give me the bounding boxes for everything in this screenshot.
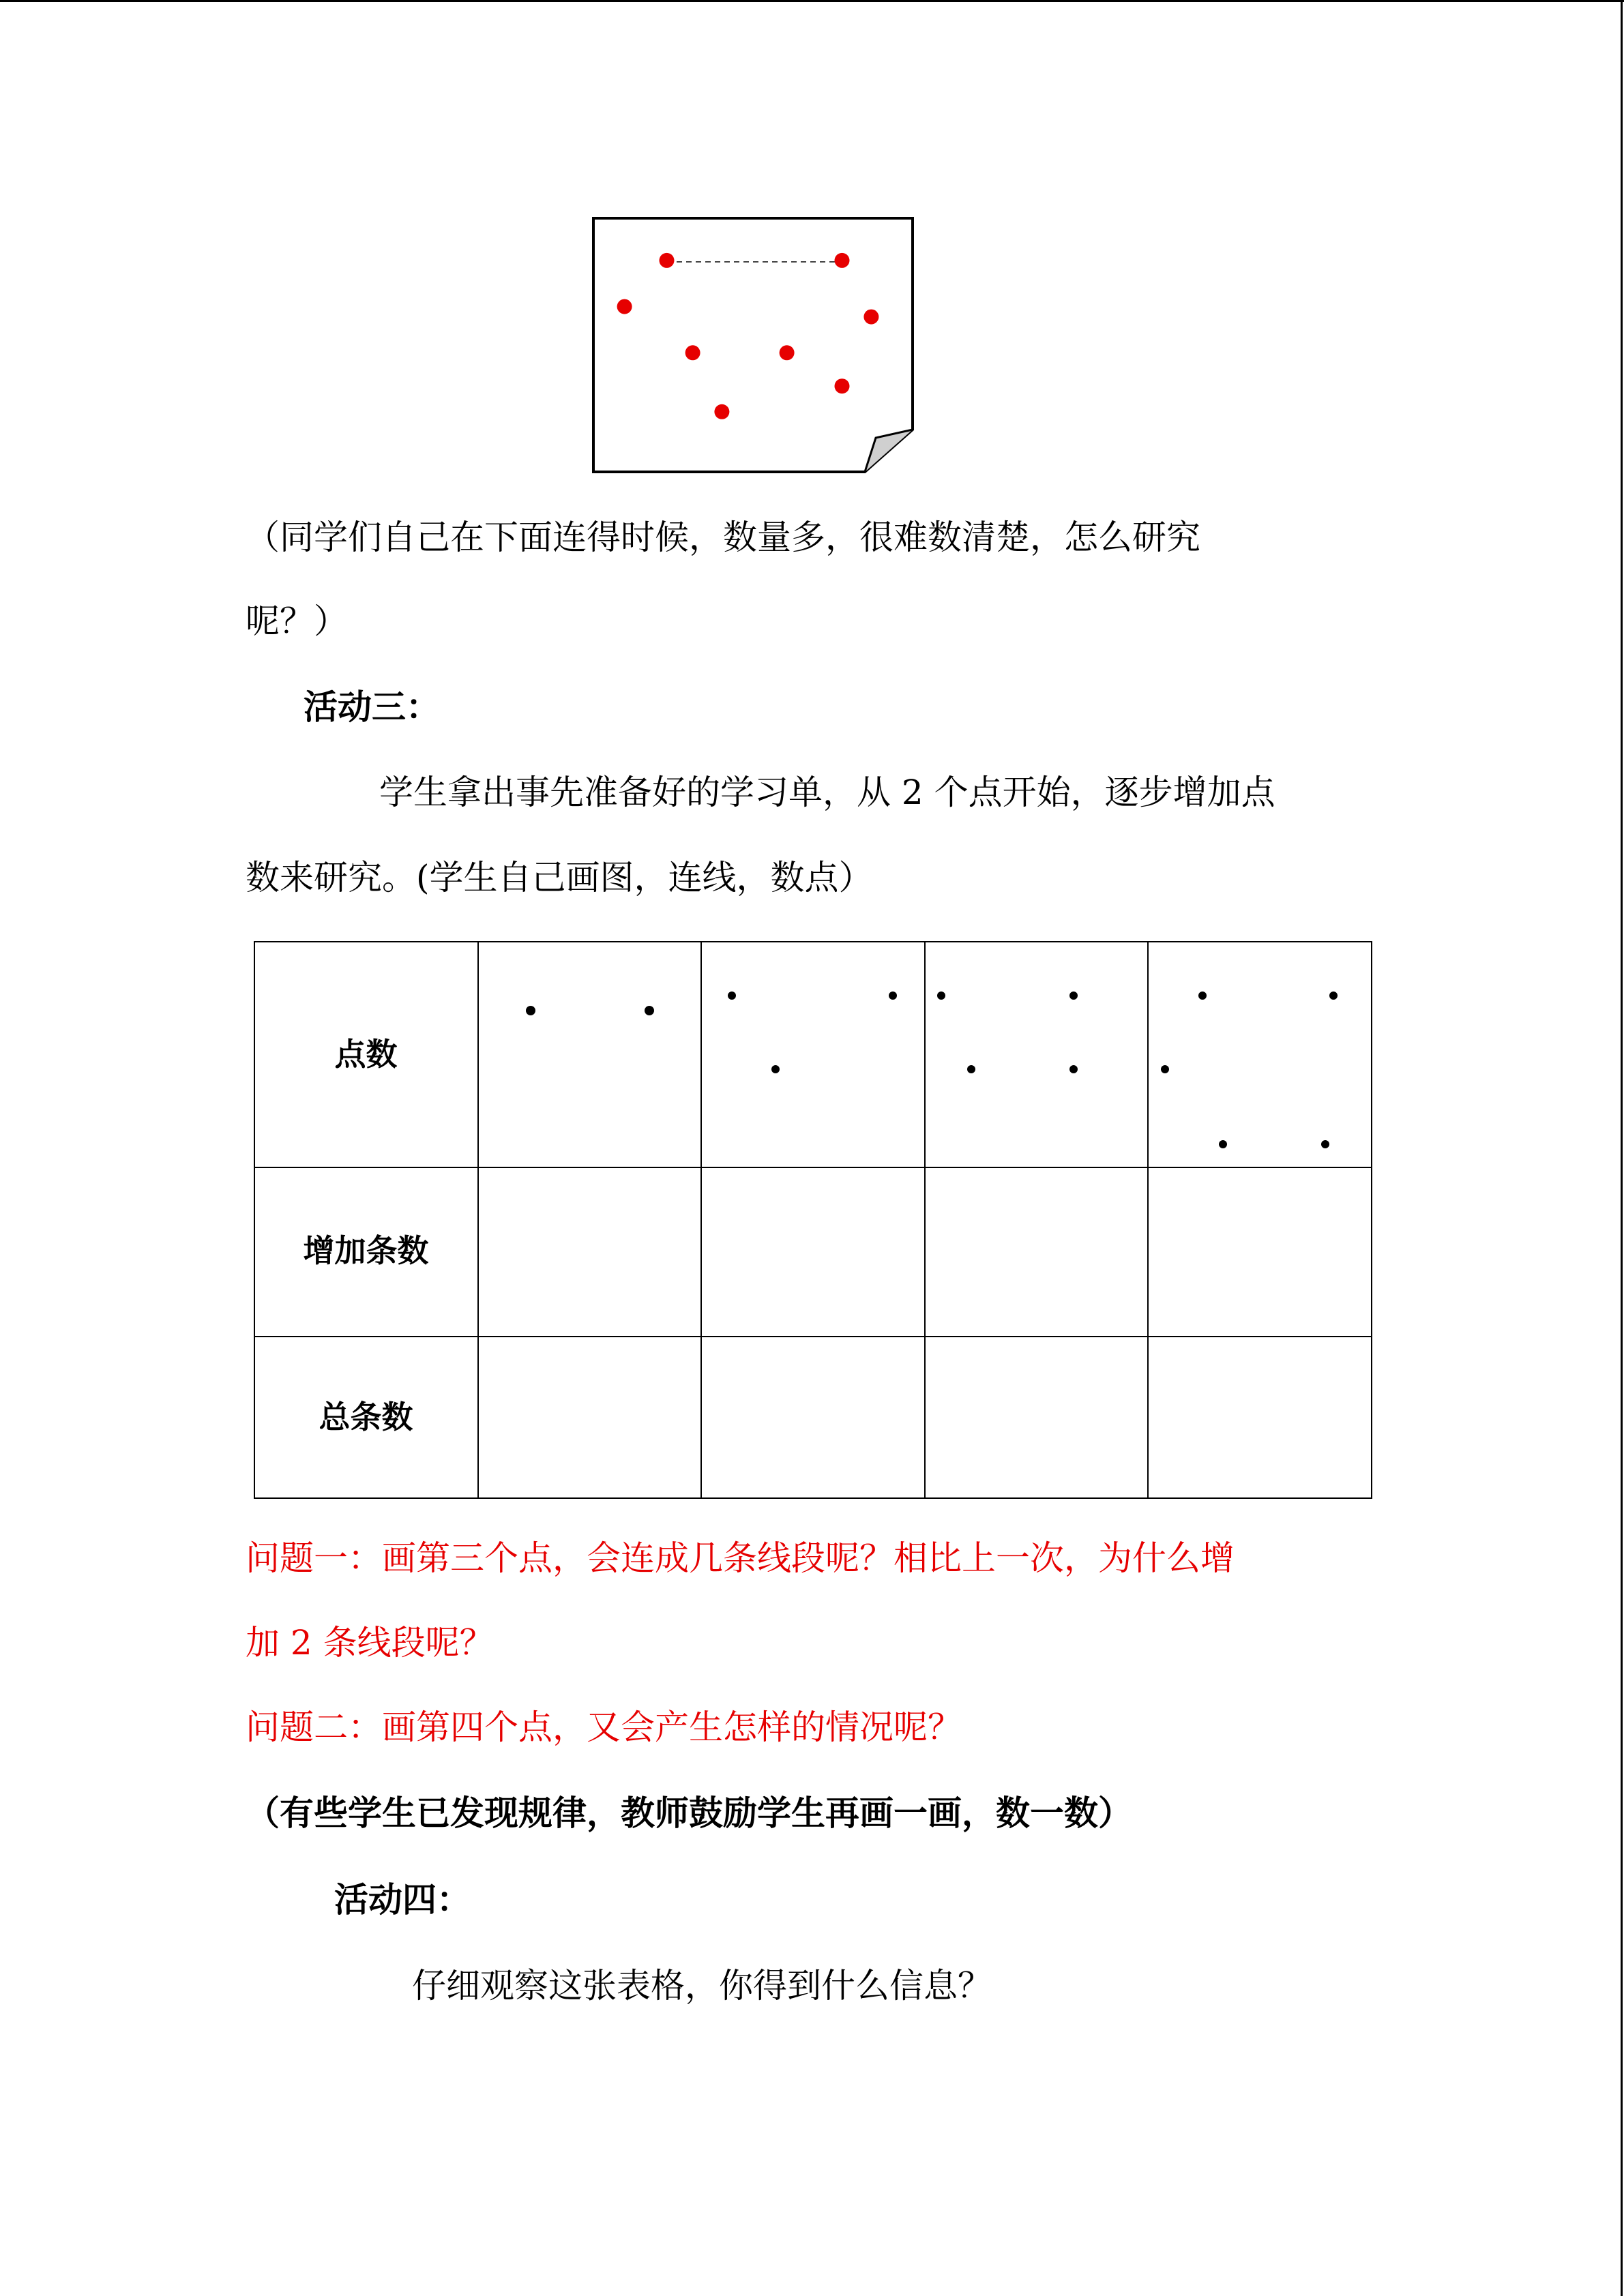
cell-2pt-dot-1 (526, 1006, 535, 1015)
cell-3pt-dot-2 (889, 992, 897, 1000)
teacher-note: （有些学生已发现规律，教师鼓励学生再画一画，数一数） (246, 1793, 1132, 1833)
cell-5pt-dot-3 (1161, 1065, 1169, 1073)
red-dot-1 (660, 253, 675, 268)
paragraph-2-line-1: 学生拿出事先准备好的学习单，从 2 个点开始，逐步增加点 (379, 773, 1275, 812)
page-top-border (0, 0, 1624, 2)
cell-2pt-dot-2 (645, 1006, 654, 1015)
question-1-line-2: 加 2 条线段呢？ (246, 1623, 494, 1663)
row-label-added-segments: 增加条数 (303, 1232, 429, 1269)
question-2: 问题二：画第四个点，又会产生怎样的情况呢？ (246, 1708, 962, 1747)
cell-3pt-dot-1 (728, 992, 736, 1000)
red-dot-4 (863, 310, 879, 325)
red-dot-6 (780, 345, 795, 360)
activity-3-title: 活动三： (304, 687, 440, 727)
cell-5pt-dot-5 (1321, 1140, 1329, 1148)
red-dot-2 (835, 253, 850, 268)
page-right-border (1621, 0, 1623, 2296)
note-paper (593, 218, 913, 472)
row-label-total-segments: 总条数 (319, 1399, 413, 1435)
worksheet-table (254, 941, 1372, 1499)
paragraph-2-line-2: 数来研究。(学生自己画图，连线，数点） (246, 858, 873, 897)
paragraph-3: 仔细观察这张表格，你得到什么信息？ (412, 1966, 992, 2006)
cell-5pt-dot-1 (1198, 992, 1207, 1000)
red-dot-5 (685, 345, 700, 360)
question-1-line-1: 问题一：画第三个点，会连成几条线段呢？相比上一次，为什么增 (246, 1538, 1235, 1578)
cell-5pt-dot-4 (1219, 1140, 1227, 1148)
paragraph-1-line-2: 呢？） (246, 601, 348, 641)
cell-4pt-dot-1 (937, 992, 945, 1000)
dots-figure (592, 217, 917, 473)
cell-4pt-dot-3 (967, 1065, 975, 1073)
red-dot-7 (835, 378, 850, 393)
red-dot-8 (714, 404, 729, 419)
cell-4pt-dot-4 (1069, 1065, 1078, 1073)
cell-5pt-dot-2 (1329, 992, 1338, 1000)
row-label-points: 点数 (334, 1036, 398, 1073)
cell-3pt-dot-3 (771, 1065, 780, 1073)
activity-4-title: 活动四： (334, 1879, 471, 1920)
cell-4pt-dot-2 (1069, 992, 1078, 1000)
red-dot-3 (617, 299, 632, 314)
paragraph-1-line-1: （同学们自己在下面连得时候，数量多，很难数清楚，怎么研究 (246, 518, 1200, 557)
